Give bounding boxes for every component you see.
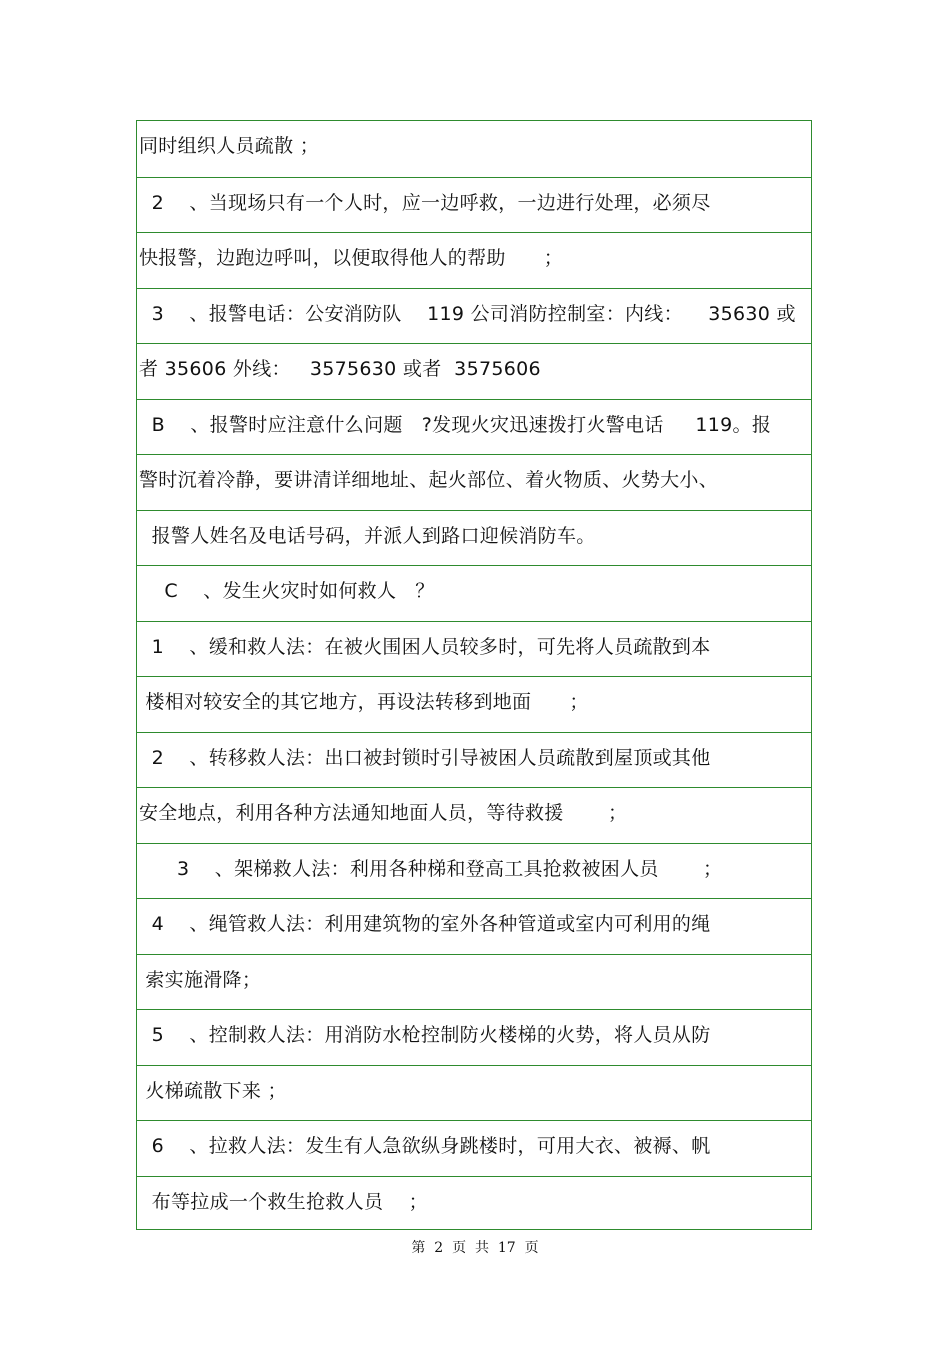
row-text: 同时组织人员疏散 ； xyxy=(139,135,320,157)
table-row xyxy=(137,954,811,1010)
table-row xyxy=(137,843,811,899)
table-row xyxy=(137,454,811,510)
page-number-footer: 第 2 页 共 17 页 xyxy=(411,1240,539,1256)
row-text: 楼相对较安全的其它地方，再设法转移到地面 ； xyxy=(139,691,589,713)
table-row xyxy=(137,1120,811,1176)
row-text: 索实施滑降； xyxy=(139,968,262,991)
row-text: 2 、转移救人法：出口被封锁时引导被困人员疏散到屋顶或其他 xyxy=(139,746,711,769)
table-row xyxy=(137,1065,811,1121)
row-text: 者 35606 外线： 3575630 或者 3575606 xyxy=(139,358,541,380)
row-text: 安全地点，利用各种方法通知地面人员，等待救援 ； xyxy=(139,802,628,824)
row-text: 5 、控制救人法：用消防水枪控制防火楼梯的火势，将人员从防 xyxy=(139,1024,711,1046)
table-row xyxy=(137,898,811,954)
table-row xyxy=(137,565,811,621)
table-row xyxy=(137,676,811,732)
table-row xyxy=(137,121,811,177)
row-text: 6 、拉救人法：发生有人急欲纵身跳楼时，可用大衣、被褥、帆 xyxy=(139,1135,711,1157)
table-row xyxy=(137,1009,811,1065)
table-row xyxy=(137,232,811,288)
row-text: 火梯疏散下来 ； xyxy=(139,1079,287,1102)
content-table xyxy=(136,120,812,1230)
row-text: 3 、报警电话：公安消防队 119 公司消防控制室：内线： 35630 或 xyxy=(139,302,796,325)
row-text: 警时沉着冷静，要讲清详细地址、起火部位、着火物质、火势大小、 xyxy=(139,469,719,491)
row-text: C 、发生火灾时如何救人 ？ xyxy=(139,580,435,602)
table-row xyxy=(137,1176,811,1232)
row-text: 快报警，边跑边呼叫，以便取得他人的帮助 ； xyxy=(139,247,564,269)
table-row xyxy=(137,288,811,344)
table-row xyxy=(137,399,811,455)
table-row xyxy=(137,177,811,233)
row-text: 布等拉成一个救生抢救人员 ； xyxy=(139,1190,428,1213)
table-row xyxy=(137,510,811,566)
row-text: 2 、当现场只有一个人时，应一边呼救，一边进行处理，必须尽 xyxy=(139,191,711,214)
row-text: 3 、架梯救人法：利用各种梯和登高工具抢救被困人员 ； xyxy=(139,857,723,880)
table-row xyxy=(137,343,811,399)
row-text: 4 、绳管救人法：利用建筑物的室外各种管道或室内可利用的绳 xyxy=(139,913,711,935)
row-text: 1 、缓和救人法：在被火围困人员较多时，可先将人员疏散到本 xyxy=(139,635,711,658)
table-row xyxy=(137,621,811,677)
table-row xyxy=(137,732,811,788)
table-row xyxy=(137,787,811,843)
row-text: 报警人姓名及电话号码，并派人到路口迎候消防车。 xyxy=(139,524,596,547)
row-text: B 、报警时应注意什么问题 ?发现火灾迅速拨打火警电话 119。报 xyxy=(139,413,772,436)
